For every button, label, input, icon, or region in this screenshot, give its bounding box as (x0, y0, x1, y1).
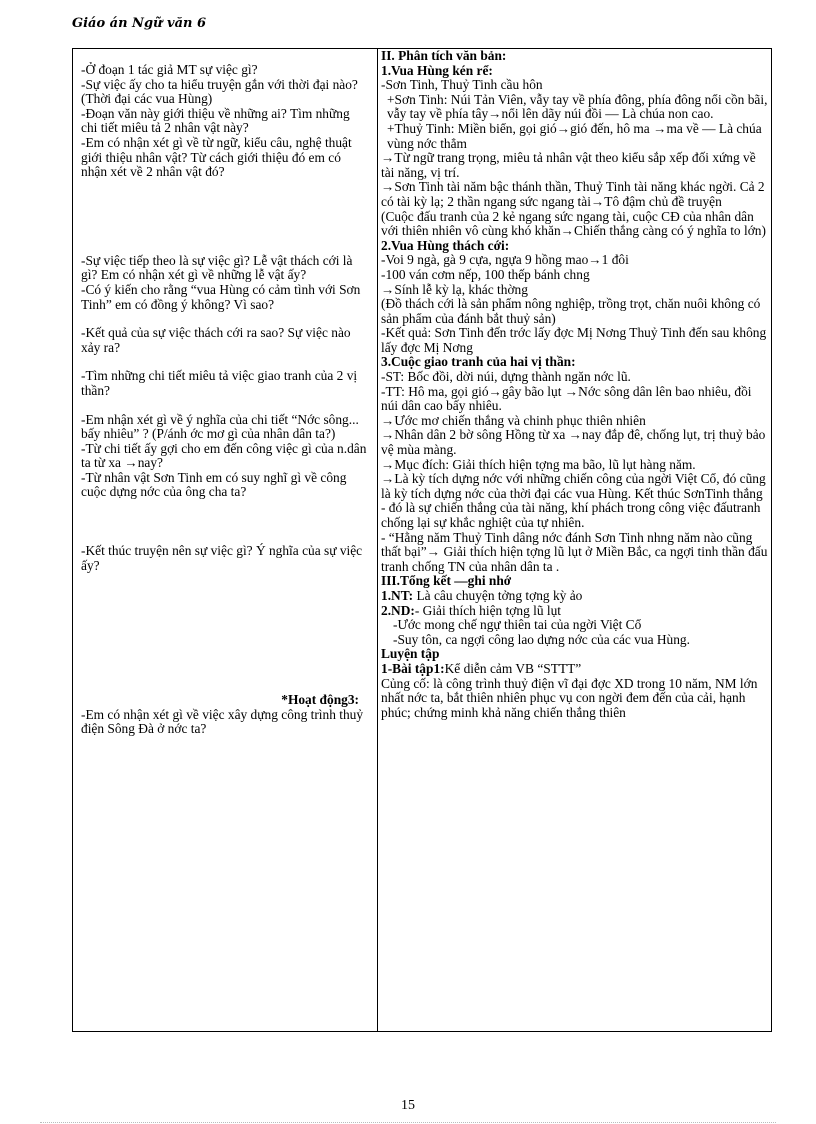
content-line: -ST: Bốc đồi, dời núi, dựng thành ngăn nớc lũ. (381, 369, 631, 385)
section-ii-heading: II. Phân tích văn bản: (381, 48, 507, 63)
content-line: →Sính lễ kỳ lạ, khác thờng (381, 281, 528, 297)
content-line: -Kết quả: Sơn Tinh đến trớc lấy đợc Mị Nơng Thuỷ Tinh đến sau không lấy đợc Mị Nơng (381, 325, 767, 355)
question-11: -Từ nhân vật Sơn Tinh em có suy nghĩ gì về công cuộc dựng nớc của ông cha ta? (81, 469, 347, 500)
content-line: →Nhân dân 2 bờ sông Hồng từ xa →nay đắp đê, chống lụt, trị thuỷ bảo vệ mùa màng. (381, 427, 766, 458)
content-line: →Sơn Tinh tài năm bậc thánh thần, Thuỷ Tinh tài năng khác ngời. Cả 2 có tài kỳ lạ; 2 thần ngang sức ngang tài→Tô đậm chủ đề truyện (381, 179, 765, 209)
content-line: -Voi 9 ngà, gà 9 cựa, ngựa 9 hồng mao→1 đôi (381, 252, 629, 268)
question-1: -Ở đoạn 1 tác giả MT sự việc gì? (81, 62, 258, 77)
content-line: +Sơn Tinh: Núi Tản Viên, vẫy tay về phía đông, phía đông nổi cồn bãi, vẫy tay về phía tây→nổi lên dãy núi đồi — Là chúa non cao. (387, 91, 768, 122)
content-line: →Ước mơ chiến thắng và chinh phục thiên nhiên (381, 412, 646, 428)
question-4: -Em có nhận xét gì về từ ngữ, kiểu câu, nghệ thuật giới thiệu nhân vật? Từ cách giới thiệu đó em có nhận xét về 2 nhân vật đó? (81, 134, 352, 180)
activity-3-heading: *Hoạt động3: (281, 692, 359, 708)
question-2: -Sự việc ấy cho ta hiểu truyện gắn với thời đại nào? (Thời đại các vua Hùng) (81, 76, 358, 107)
content-line: Củng cố: là công trình thuỷ điện vĩ đại đợc XD trong 10 năm, NM lớn nhất nớc ta, bắt thiên nhiên phục vụ con ngời đem đến của cải, hạnh phúc; chứng minh khả năng chiến thắng thiên (381, 675, 758, 720)
nt-label: 1.NT: (381, 587, 414, 603)
nd-text: - Giải thích hiện tợng lũ lụt (414, 602, 562, 618)
question-5: -Sự việc tiếp theo là sự việc gì? Lễ vật thách cới là gì? Em có nhận xét gì về những lễ vật ấy? (81, 252, 353, 283)
content-line: →Mục đích: Giải thích hiện tợng ma bão, lũ lụt hàng năm. (381, 456, 696, 472)
content-line (381, 604, 769, 619)
question-10: -Từ chi tiết ấy gợi cho em đến công việc gì của n.dân ta từ xa →nay? (81, 440, 367, 471)
question-8: -Tìm những chi tiết miêu tả việc giao tranh của 2 vị thần? (81, 368, 358, 398)
exercise-1-label: 1-Bài tập1: (381, 660, 445, 676)
content-line: -100 ván cơm nếp, 100 thếp bánh chng (381, 266, 590, 282)
content-line: -TT: Hô ma, gọi gió→gây bão lụt →Nớc sông dân lên bao nhiêu, đồi núi dân cao bấy nhiêu. (381, 383, 752, 414)
lesson-table (72, 48, 772, 1032)
questions-column (81, 63, 369, 737)
nd-label: 2.ND: (381, 602, 415, 618)
subsection-3-heading: 3.Cuộc giao tranh của hai vị thần: (381, 354, 576, 370)
content-line: - “Hằng năm Thuỷ Tinh dâng nớc đánh Sơn Tinh nhng năm nào cũng thất bại”→ Giải thích hiện tợng lũ lụt ở Miền Bắc, ca ngợi tinh thần đấu tranh chống TN của nhân dân ta . (381, 529, 768, 574)
exercise-1-text: Kể diễn cảm VB “STTT” (444, 660, 582, 676)
question-7: -Kết quả của sự việc thách cới ra sao? Sự việc nào xảy ra? (81, 325, 351, 355)
question-3: -Đoạn văn này giới thiệu về những ai? Tìm những chi tiết miêu tả 2 nhân vật này? (81, 105, 350, 136)
content-line: (Đồ thách cới là sản phẩm nông nghiệp, trồng trọt, chăn nuôi không có sản phẩm của đánh bắt thuỷ sản) (381, 296, 761, 326)
question-12: -Kết thúc truyện nên sự việc gì? Ý nghĩa của sự việc ấy? (81, 543, 363, 573)
question-9: -Em nhận xét gì về ý nghĩa của chi tiết “Nớc sông... bấy nhiêu” ? (P/ánh ớc mơ gì của nhân dân ta?) (81, 411, 359, 442)
subsection-1-heading: 1.Vua Hùng kén rể: (381, 62, 493, 78)
content-line: →Là kỳ tích dựng nớc với những chiến công của ngời Việt Cổ, đó cũng là kỳ tích dựng nớc của thời đại các vua Hùng. Kết thúc SơnTinh thắng - đó là sự chiến thắng của tài năng, khí phách trong công việc đấutranh chống lại sự khắc nghiệt của tự nhiên. (381, 471, 766, 530)
content-line: -Ước mong chế ngự thiên tai của ngời Việt Cổ (393, 617, 642, 633)
page-number: 15 (401, 1098, 415, 1113)
column-divider (377, 49, 378, 1031)
content-line: -Sơn Tinh, Thuỷ Tinh cầu hôn (381, 77, 543, 93)
content-line: -Suy tôn, ca ngợi công lao dựng nớc của các vua Hùng. (393, 631, 690, 647)
practice-heading: Luyện tập (381, 646, 440, 662)
content-line: (Cuộc đấu tranh của 2 kẻ ngang sức ngang tài, cuộc CĐ của nhân dân với thiên nhiên vô cùng khó khăn→Chiến thắng càng có ý nghĩa to lớn) (381, 208, 766, 239)
subsection-2-heading: 2.Vua Hùng thách cới: (381, 237, 510, 253)
content-line (381, 662, 769, 677)
content-line (381, 589, 769, 604)
content-column (381, 49, 769, 720)
question-13: -Em có nhận xét gì về việc xây dựng công trình thuỷ điện Sông Đà ở nớc ta? (81, 706, 364, 737)
question-6: -Có ý kiến cho rằng “vua Hùng có cảm tình với Sơn Tinh” em có đồng ý không? Vì sao? (81, 281, 361, 312)
section-iii-heading: III.Tổng kết —ghi nhớ (381, 573, 512, 589)
content-line: →Từ ngữ trang trọng, miêu tả nhân vật theo kiểu sắp xếp đối xứng về tài năng, vị trí. (381, 150, 756, 180)
page-header: Giáo án Ngữ văn 6 (72, 16, 207, 31)
content-line: +Thuỷ Tinh: Miền biển, gọi gió→gió đến, hô ma →ma về — Là chúa vùng nớc thẳm (387, 120, 762, 151)
nt-text: Là câu chuyện tởng tợng kỳ ảo (416, 587, 583, 603)
